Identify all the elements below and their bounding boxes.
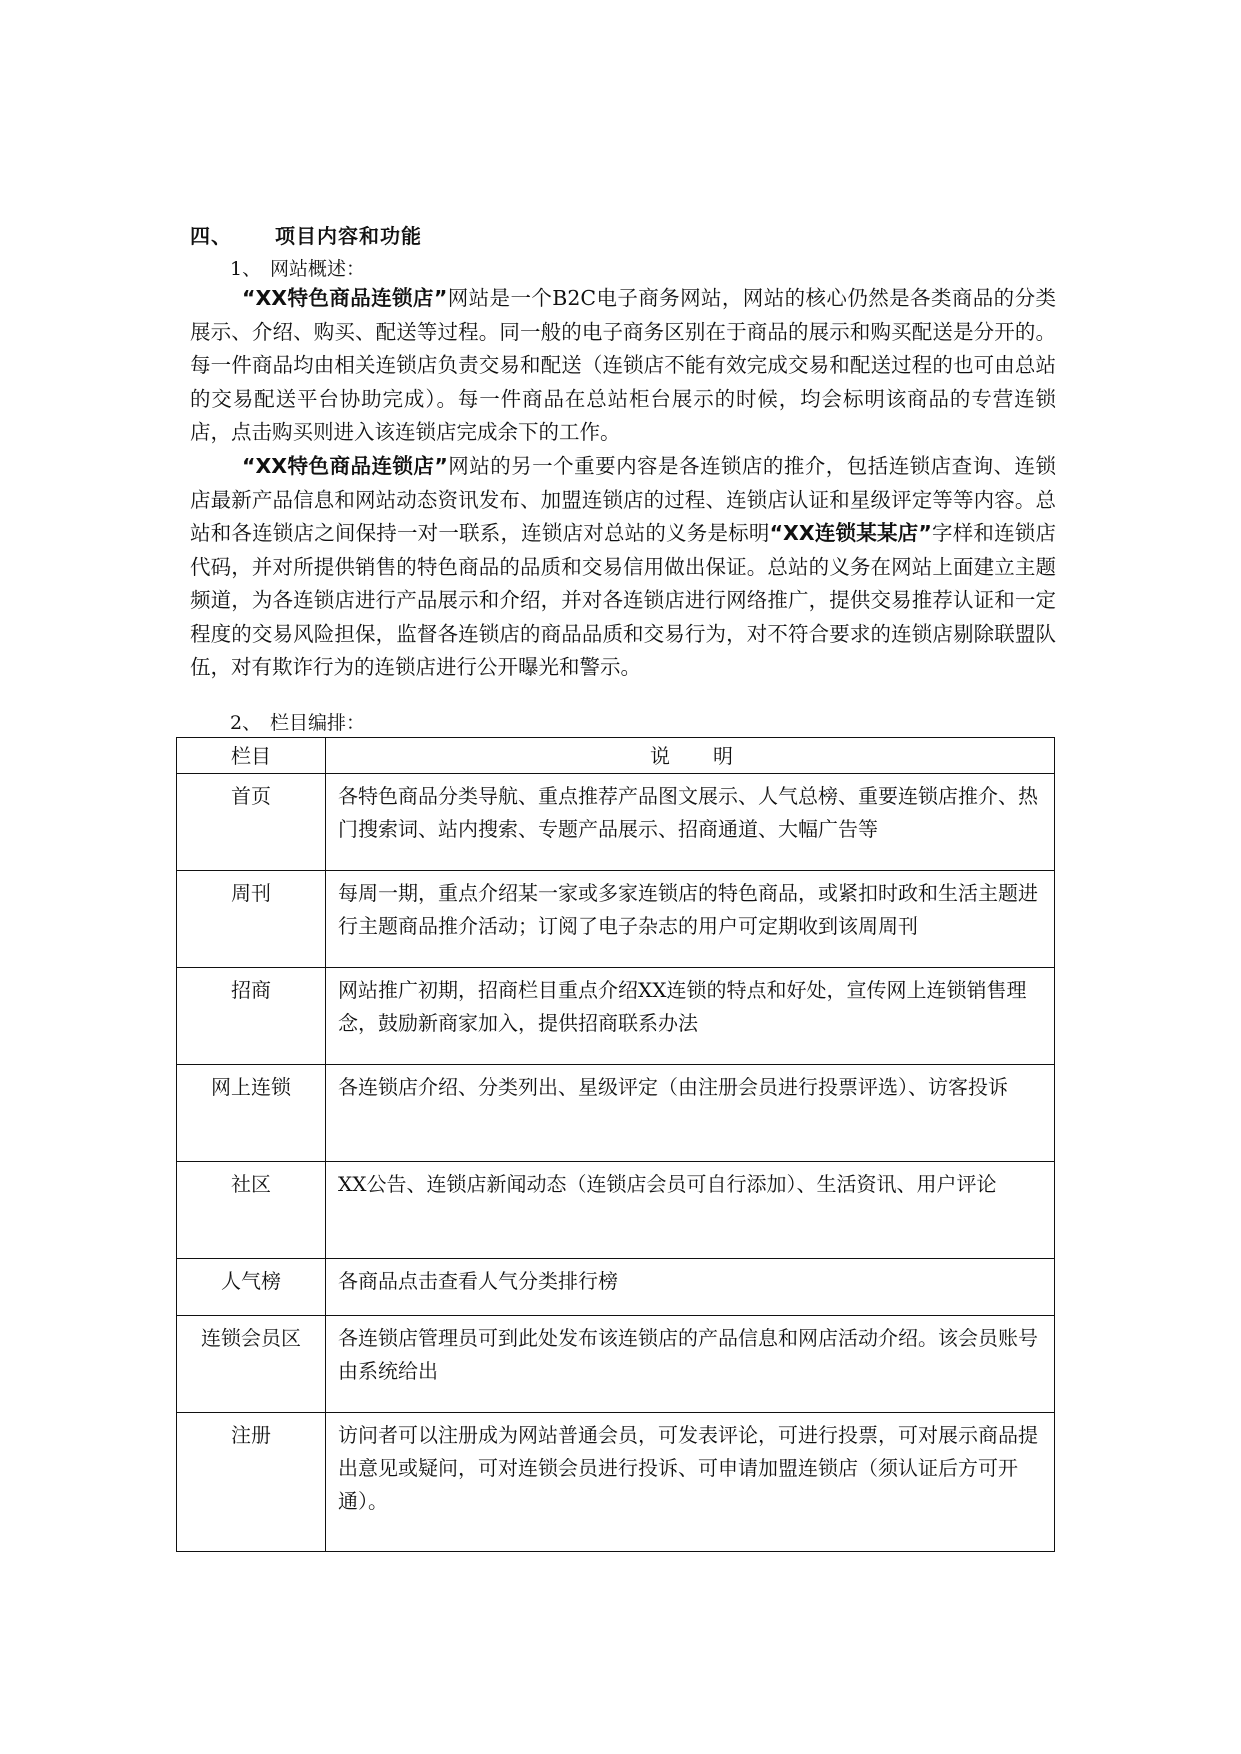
- row-name: 首页: [177, 774, 326, 871]
- subsection-number: 1、: [230, 258, 262, 280]
- table-row: [177, 1316, 1055, 1413]
- table-row: [177, 1065, 1055, 1162]
- row-description: 各特色商品分类导航、重点推荐产品图文展示、人气总榜、重要连锁店推介、热门搜索词、站内搜索、专题产品展示、招商通道、大幅广告等: [326, 774, 1055, 871]
- paragraph-text: 网站是一个B2C电子商务网站，网站的核心仍然是各类商品的分类展示、介绍、购买、配送等过程。同一般的电子商务区别在于商品的展示和购买配送是分开的。每一件商品均由相关连锁店负责交易和配送（连锁店不能有效完成交易和配送过程的也可由总站的交易配送平台协助完成）。每一件商品在总站柜台展示的时候，均会标明该商品的专营连锁店，点击购买则进入该连锁店完成余下的工作。: [190, 286, 1056, 444]
- table-header-row: [177, 738, 1055, 774]
- subsection-title: 网站概述：: [270, 258, 366, 280]
- row-description: 各连锁店介绍、分类列出、星级评定（由注册会员进行投票评选）、访客投诉: [326, 1065, 1055, 1162]
- subsection-title: 栏目编排：: [270, 712, 366, 734]
- row-description: XX公告、连锁店新闻动态（连锁店会员可自行添加）、生活资讯、用户评论: [326, 1162, 1055, 1259]
- bold-site-name: “XX特色商品连锁店”: [242, 454, 448, 478]
- row-description: 各连锁店管理员可到此处发布该连锁店的产品信息和网店活动介绍。该会员账号由系统给出: [326, 1316, 1055, 1413]
- row-name: 招商: [177, 968, 326, 1065]
- table-row: [177, 1162, 1055, 1259]
- table-row: [177, 774, 1055, 871]
- header-column-name: 栏目: [177, 738, 326, 774]
- paragraph-chain-stores: [190, 450, 1056, 685]
- paragraph-text: 字样和连锁店代码，并对所提供销售的特色商品的品质和交易信用做出保证。总站的义务在网站上面建立主题频道，为各连锁店进行产品展示和介绍，并对各连锁店进行网络推广，提供交易推荐认证和一定程度的交易风险担保，监督各连锁店的商品品质和交易行为，对不符合要求的连锁店剔除联盟队伍，对有欺诈行为的连锁店进行公开曝光和警示。: [190, 521, 1057, 679]
- table-row: [177, 968, 1055, 1065]
- row-description: 各商品点击查看人气分类排行榜: [326, 1259, 1055, 1316]
- row-description: 每周一期，重点介绍某一家或多家连锁店的特色商品，或紧扣时政和生活主题进行主题商品推介活动；订阅了电子杂志的用户可定期收到该周周刊: [326, 871, 1055, 968]
- subsection-heading-columns: [230, 708, 365, 735]
- bold-store-mark: “XX连锁某某店”: [769, 521, 932, 545]
- table-row: [177, 871, 1055, 968]
- section-number: 四、: [190, 224, 232, 248]
- header-column-description: 说 明: [326, 738, 1055, 774]
- row-name: 连锁会员区: [177, 1316, 326, 1413]
- paragraph-text: 网站的另一个重要内容是各连锁店的推介，包括连锁店查询、连锁店最新产品信息和网站动态资讯发布、加盟连锁店的过程、连锁店认证和星级评定等等内容。总站和各连锁店之间保持一对一联系，连锁店对总站的义务是标明: [190, 454, 1056, 545]
- row-description: 网站推广初期，招商栏目重点介绍XX连锁的特点和好处，宣传网上连锁销售理念，鼓励新商家加入，提供招商联系办法: [326, 968, 1055, 1065]
- row-description: 访问者可以注册成为网站普通会员，可发表评论，可进行投票，可对展示商品提出意见或疑问，可对连锁会员进行投诉、可申请加盟连锁店（须认证后方可开通）。: [326, 1413, 1055, 1552]
- row-name: 注册: [177, 1413, 326, 1552]
- columns-table: [176, 737, 1055, 1552]
- paragraph-overview: [190, 282, 1056, 450]
- row-name: 网上连锁: [177, 1065, 326, 1162]
- row-name: 周刊: [177, 871, 326, 968]
- row-name: 社区: [177, 1162, 326, 1259]
- subsection-number: 2、: [230, 712, 262, 734]
- subsection-heading-overview: [230, 254, 365, 281]
- row-name: 人气榜: [177, 1259, 326, 1316]
- section-title: 项目内容和功能: [275, 224, 422, 248]
- bold-site-name: “XX特色商品连锁店”: [242, 286, 448, 310]
- section-heading: [190, 220, 422, 249]
- table-row: [177, 1413, 1055, 1552]
- table-row: [177, 1259, 1055, 1316]
